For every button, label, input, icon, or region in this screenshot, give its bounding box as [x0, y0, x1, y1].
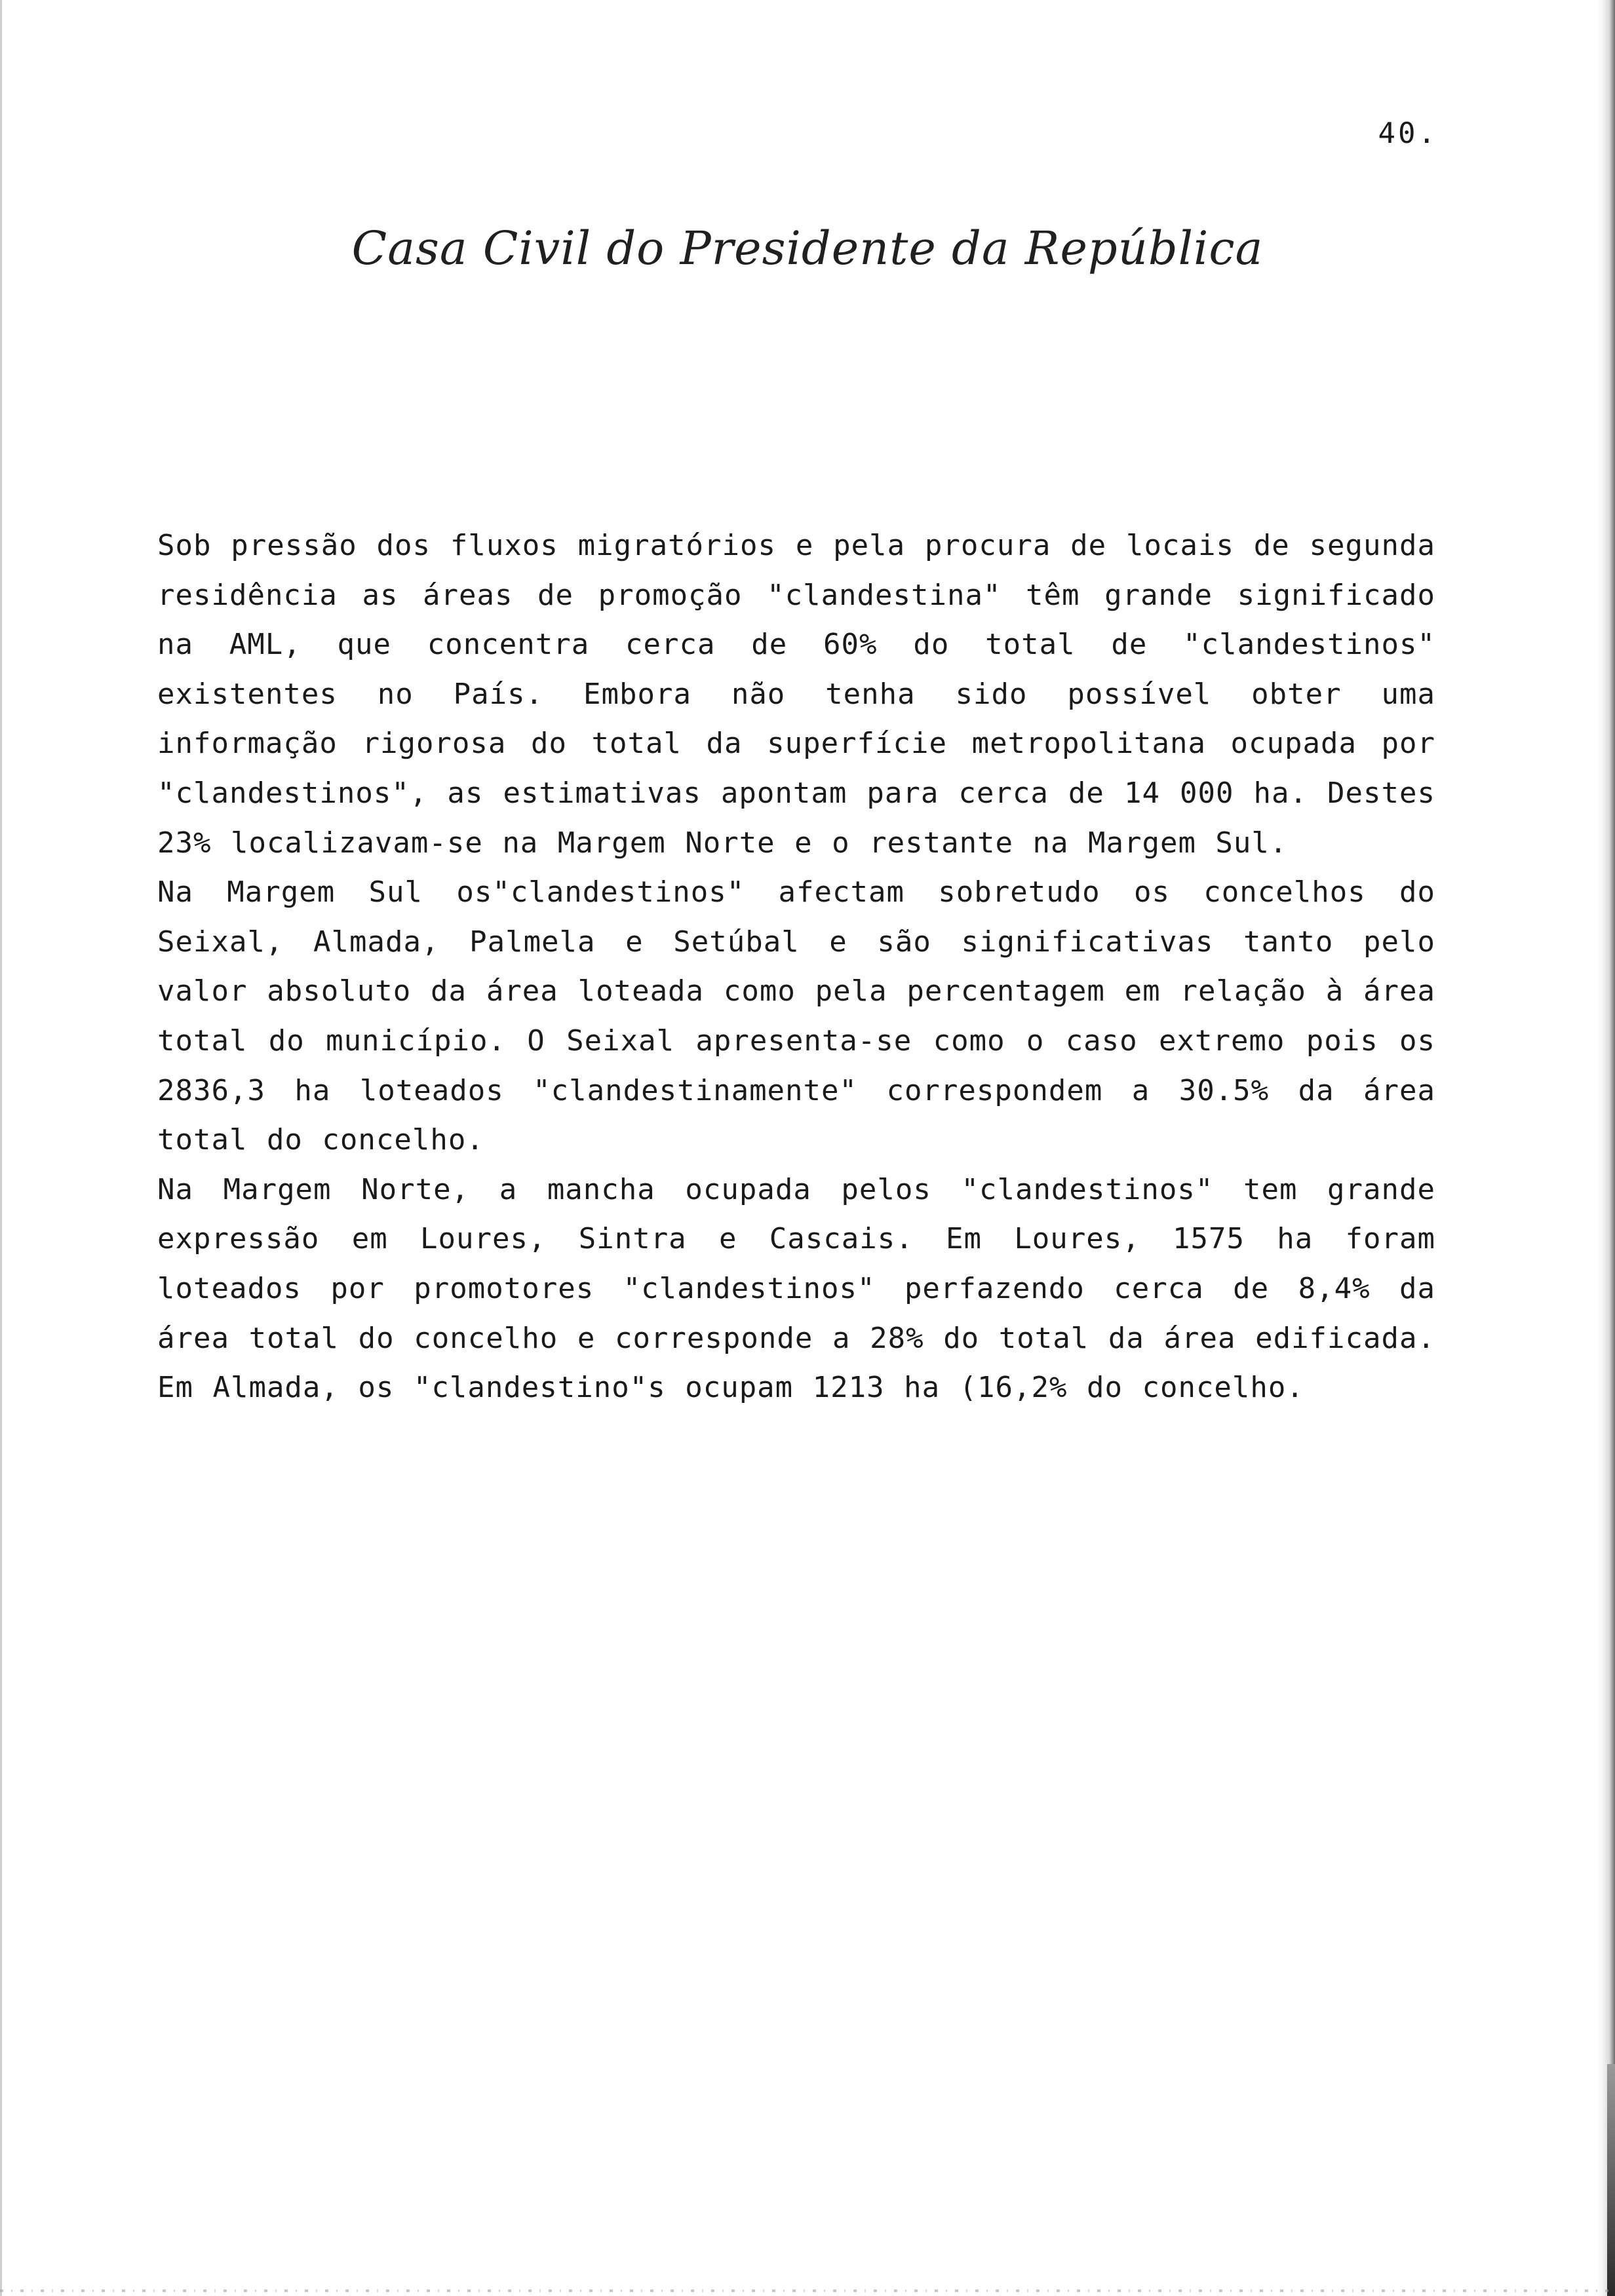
page-number: 40. — [1378, 117, 1438, 150]
scan-edge-right — [1597, 0, 1615, 2296]
scan-bottom-noise — [0, 2289, 1615, 2292]
scan-edge-shadow — [1607, 2064, 1615, 2296]
paragraph-2: Na Margem Sul os"clandestinos" afectam sobretudo os concelhos do Seixal, Almada, Palmela e Setúbal e são significativas tanto pelo valor absoluto da área loteada como pela percentagem em relação à área total do município. O Seixal apresenta-se como o caso extremo pois os 2836,3 ha loteados "clandestinamente" correspondem a 30.5% da área total do concelho. — [157, 875, 1435, 1157]
paragraph-1: Sob pressão dos fluxos migratórios e pela procura de locais de segunda residência as áreas de promoção "clandestina" têm grande significado na AML, que concentra cerca de 60% do total de "clandestinos" existentes no País. Embora não tenha sido possível obter uma informação rigorosa do total da superfície metropolitana ocupada por "clandestinos", as estimativas apontam para cerca de 14 000 ha. Destes 23% localizavam-se na Margem Norte e o restante na Margem Sul. — [157, 529, 1435, 860]
scan-edge-left — [0, 0, 2, 2296]
paragraph-3: Na Margem Norte, a mancha ocupada pelos "clandestinos" tem grande expressão em Loures, Sintra e Cascais. Em Loures, 1575 ha foram loteados por promotores "clandestinos" perfazendo cerca de 8,4% da área total do concelho e corresponde a 28% do total da área edificada. Em Almada, os "clandestino"s ocupam 1213 ha (16,2% do concelho. — [157, 1172, 1435, 1405]
body-text — [157, 521, 1435, 1413]
letterhead: Casa Civil do Presidente da República — [351, 221, 1264, 275]
